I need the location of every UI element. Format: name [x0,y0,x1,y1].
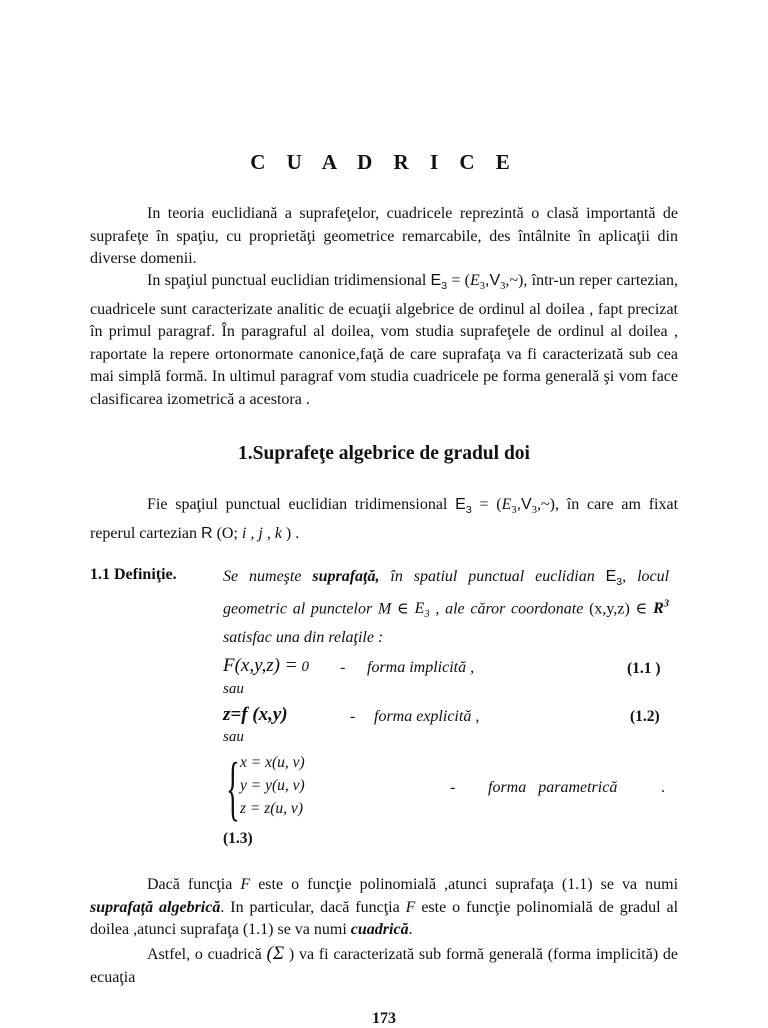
explicit-form-equation: z=f (x,y) [223,704,288,725]
basis-vectors: i , j , k [241,524,282,542]
closing-paragraph-2 [90,943,678,989]
closing-text-g: ) va fi caracterizată sub formă generală (forma implicită) de ecuaţia [90,946,679,986]
closing-paragraph-1 [90,874,678,942]
implicit-form-desc: forma implicită , [367,659,475,676]
param-x: x = x(u, v) [240,754,305,771]
function-f: F [240,876,251,893]
term-algebraic-surface: suprafaţă algebrică [90,898,221,916]
element-of-symbol: ∈ [397,600,409,618]
closing-text-f: Astfel, o cuadrică [147,946,262,963]
space-symbol-e3: $E_3$ [455,496,472,517]
closing-text-c: . In particular, dacă funcţia [220,898,400,916]
dash: - [340,659,346,676]
sau-label-1: sau [223,681,244,697]
param-z: z = z(u, v) [240,800,303,817]
closing-text-e: . [408,921,413,938]
section-text-a: Fie spaţiul punctual euclidian tridimensional [147,496,448,513]
space-e3-italic: $E_3$ [414,600,430,621]
vector-space-v: ,V [516,496,532,513]
section-title: 1.Suprafeţe algebrice de gradul doi [238,443,530,464]
intro-text-2b: într-un reper cartezian, cuadricele sunt caracterizate analitic de ecuaţii algebrice de ordinul al doilea , fapt precizat în primul paragraf. În paragraful al doilea, vom studia suprafeţele de ordinul al doilea , raportate la repere ortonormate canonice,faţă de care suprafaţa va fi caracterizată sub cea mai simplă formă. In ultimul paragraf vom studia cuadricele pe forma generală şi vom face clasificarea izometrică a acestora . [90,272,679,408]
param-y: y = y(u, v) [240,777,305,794]
left-brace: { [226,748,240,828]
coordinates: (x,y,z) [589,600,630,618]
dash: - [350,708,356,725]
section-text-b: în care am fixat reperul cartezian [90,496,679,542]
intro-paragraph-2: In spaţiul punctual euclidian tridimensional $E_3$ = $(E_3,V_3,\sim)$, într-un reper cartezian, cuadricele sunt caracterizate analitic de ecuaţii algebrice de ordinul al doilea , fapt precizat în primul paragraf. În paragraful al doilea, vom studia suprafeţele de ordinul al doilea , raportate la repere ortonormate canonice,faţă de care suprafaţa va fi caracterizată sub cea mai simplă formă. In ultimul paragraf vom studia cuadricele pe forma generală şi vom face clasificarea izometrică a acestora . [90,272,679,408]
definition-text-c: locul geometric al punctelor [223,568,670,618]
equation-number-1-1: (1.1 ) [627,660,661,677]
definition-term: suprafaţă, [312,568,380,585]
parametric-system [240,751,305,820]
intro-text-2a: In spaţiul punctual euclidian tridimensional [147,272,427,289]
parametric-form-desc: forma parametrică [488,779,618,796]
closing-text-b: este o funcţie polinomială ,atunci suprafaţa (1.1) se va numi [258,876,679,893]
equation-implicit [223,655,309,677]
frame-symbol-r: R [201,524,213,542]
definition-text-a: Se numeşte [223,568,302,585]
intro-text-1: In teoria euclidiană a suprafeţelor, cuadricele reprezintă o clasă importantă de suprafeţe în spaţiu, cu proprietăţi geometrice remarcabile, des întâlnite în aplicaţii din diverse domenii. [90,205,678,267]
section-paragraph: Fie spaţiul punctual euclidian tridimensional $E_3$ = $(E_3,V_3,\sim)$, în care am fixat reperul cartezian R (O; i , j , k ) . [90,496,679,542]
vector-space-v: ,V [485,272,501,289]
definition-text-e: coordonate [511,600,584,618]
zero-value: 0 [301,659,310,675]
closing-text-a: Dacă funcţia [147,876,233,893]
vector-space-e: E [501,496,512,513]
frame-close: ) . [285,524,300,542]
definition-text-f: satisfac una din relaţile : [223,628,384,646]
tilde-symbol: ,~), [536,496,559,513]
closing-text-d: este o funcţie polinomială de gradul al doilea ,atunci suprafaţa (1.1) se va numi [90,898,679,938]
definition-body: Se numeşte suprafaţă, în spatiul punctual euclidian $E_3$, locul geometric al punctelor M ∈ $E_3$ , ale căror coordonate (x,y,z) ∈ $R^3$ satisfac una din relaţile : [223,568,670,646]
term-quadric: cuadrică [350,921,409,938]
implicit-form-equation: F(x,y,z) = [223,655,298,676]
definition-label: 1.1 Definiţie. [90,566,177,583]
element-of-symbol: ∈ [635,600,648,618]
dash: - [450,779,456,796]
equals-sign: = ( [451,272,470,289]
function-f: F [405,898,416,916]
vector-space-e: E [469,272,480,289]
point-m: M [377,600,392,618]
sigma-symbol: (Σ [266,943,285,964]
space-symbol-e3: $E_3$ [430,272,448,293]
intro-paragraph-1 [90,203,678,271]
equals-sign: = ( [479,496,502,513]
page-title: C U A D R I C E [250,150,518,174]
definition-text-b: în spatiul punctual euclidian [390,568,595,585]
equation-number-1-3: (1.3) [223,830,253,847]
definition-text-d: , ale căror [435,600,506,618]
real-space-r3: $R^3$ [653,598,670,618]
explicit-form-desc: forma explicită , [374,708,480,725]
equation-number-1-2: (1.2) [630,708,660,725]
sau-label-2: sau [223,729,244,745]
period: . [661,779,665,796]
page-number: 173 [372,1010,396,1027]
tilde-symbol: ,~), [505,272,528,289]
space-symbol-e3: $E_3$ [605,568,623,589]
frame-origin: (O; [216,524,238,542]
